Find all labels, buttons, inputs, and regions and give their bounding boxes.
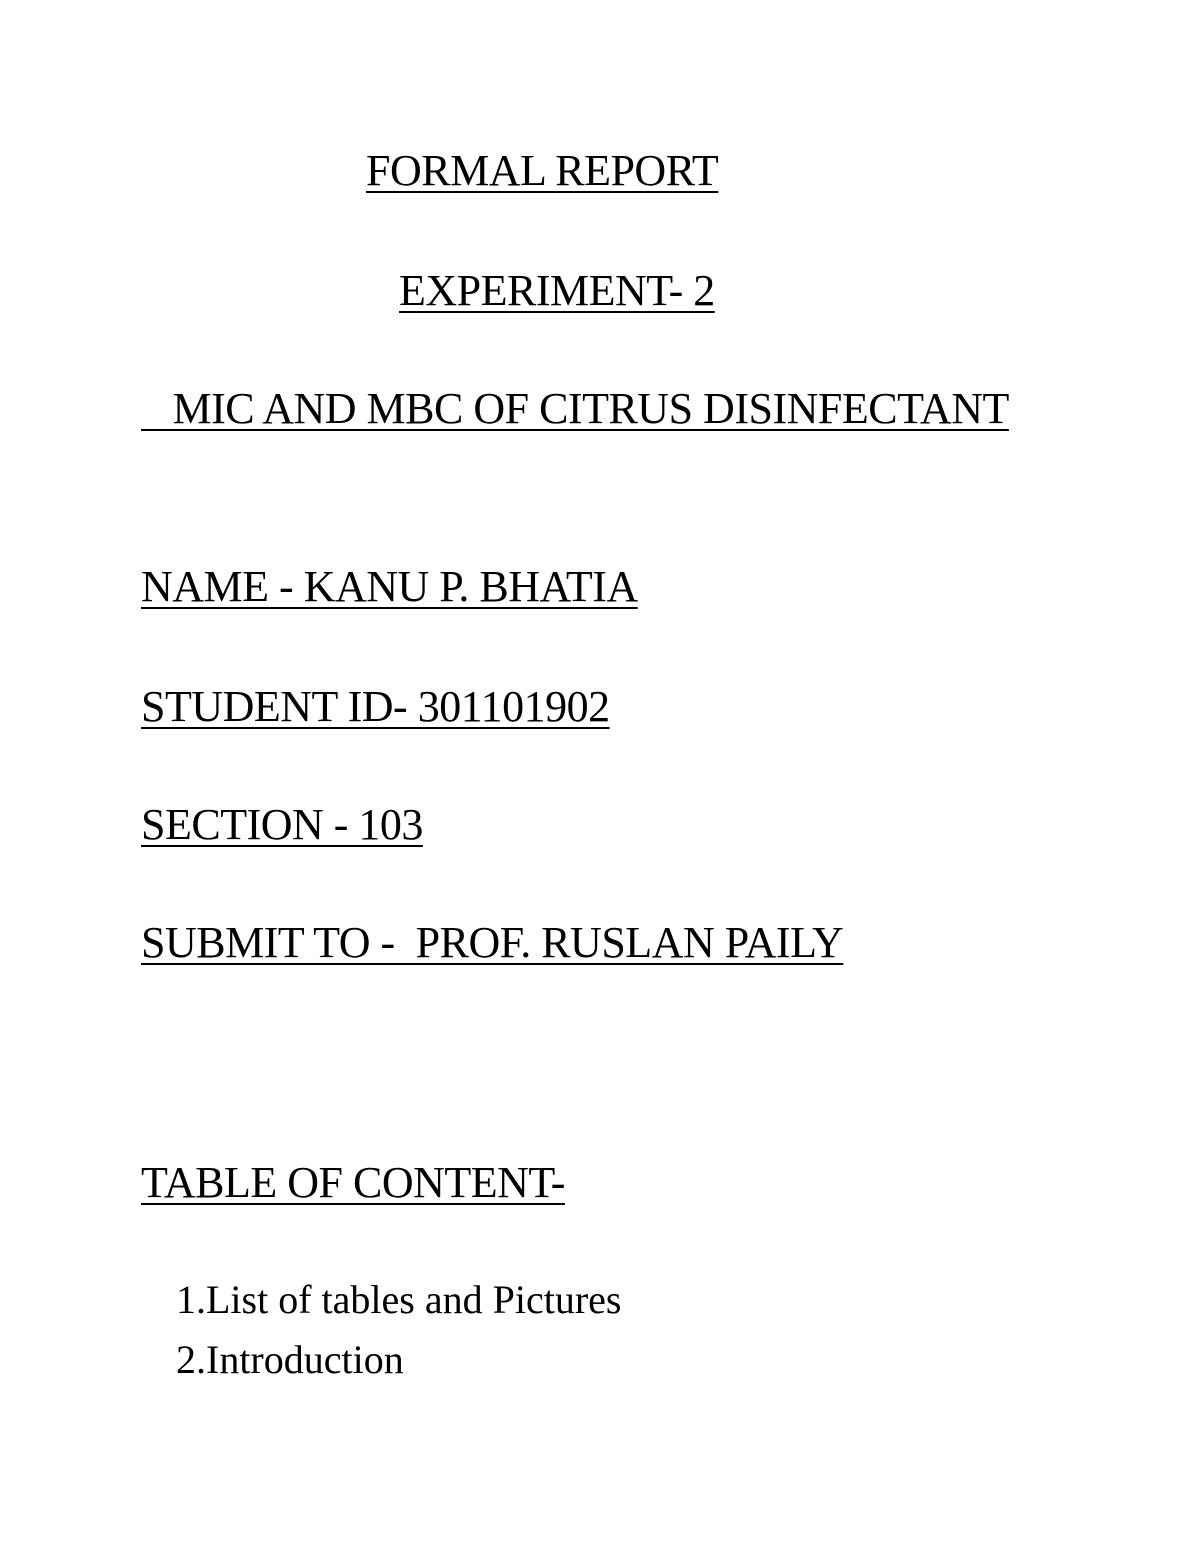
experiment-subject: MIC AND MBC OF CITRUS DISINFECTANT [141,384,1009,433]
toc-heading: TABLE OF CONTENT- [141,1158,565,1207]
student-id: STUDENT ID- 301101902 [141,682,610,731]
experiment-number: EXPERIMENT- 2 [399,266,715,315]
report-title: FORMAL REPORT [366,146,719,195]
toc-item-2: 2.Introduction [176,1337,404,1382]
section-number: SECTION - 103 [141,800,423,849]
submit-to: SUBMIT TO - PROF. RUSLAN PAILY [141,918,844,967]
student-name: NAME - KANU P. BHATIA [141,562,638,611]
toc-item-1: 1.List of tables and Pictures [176,1277,622,1322]
